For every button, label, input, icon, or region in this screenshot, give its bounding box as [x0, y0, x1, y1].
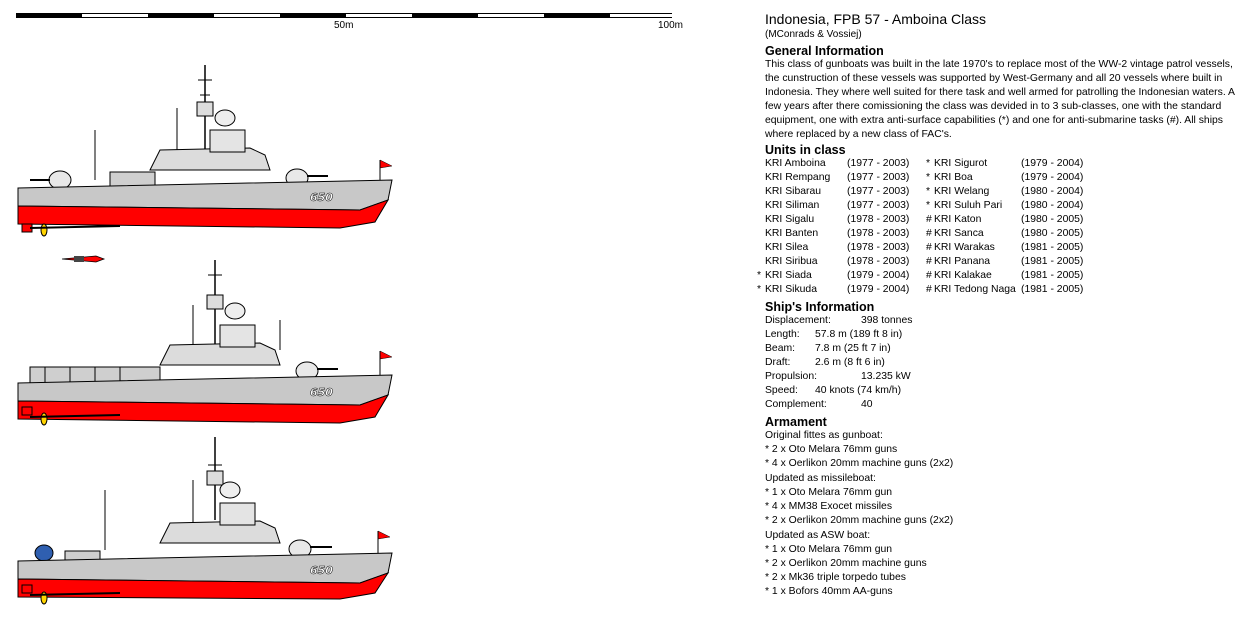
- armament-item: * 1 x Bofors 40mm AA-guns: [765, 586, 893, 597]
- scale-segment: [148, 13, 214, 18]
- unit-years: (1979 - 2004): [1021, 158, 1084, 169]
- unit-name: # KRI Warakas: [926, 242, 995, 253]
- unit-years: (1981 - 2005): [1021, 256, 1084, 267]
- unit-name-text: KRI Sibarau: [765, 186, 822, 197]
- ship-drawing-gunboat: [10, 60, 400, 240]
- scale-segment: [478, 13, 544, 18]
- armament-item: * 2 x Oto Melara 76mm guns: [765, 444, 898, 455]
- spec-label: Beam:: [765, 343, 796, 354]
- unit-years: (1978 - 2003): [847, 242, 910, 253]
- unit-years: (1978 - 2003): [847, 214, 910, 225]
- units-heading: Units in class: [765, 143, 846, 157]
- unit-name-text: KRI Sanca: [934, 228, 984, 239]
- unit-years: (1980 - 2005): [1021, 228, 1084, 239]
- unit-name-text: KRI Sikuda: [765, 284, 817, 295]
- ships-info-heading: Ship's Information: [765, 300, 875, 314]
- spec-label: Displacement:: [765, 315, 831, 326]
- unit-name: # KRI Tedong Naga: [926, 284, 1016, 295]
- unit-years: (1980 - 2004): [1021, 200, 1084, 211]
- unit-name: [765, 199, 847, 213]
- spec-value: 13.235 kW: [861, 371, 911, 382]
- scale-segment: [346, 13, 412, 18]
- spec-value: 2.6 m (8 ft 6 in): [815, 357, 885, 368]
- armament-item: * 2 x Oerlikon 20mm machine guns: [765, 558, 927, 569]
- unit-name-text: KRI Kalakae: [934, 270, 992, 281]
- unit-name-text: KRI Warakas: [934, 242, 995, 253]
- unit-years: (1981 - 2005): [1021, 284, 1084, 295]
- scale-segment: [412, 13, 478, 18]
- credit-line: (MConrads & Vossiej): [765, 29, 862, 40]
- unit-name: [765, 171, 847, 185]
- scale-label-100m: 100m: [658, 20, 684, 31]
- unit-name: [765, 185, 847, 199]
- unit-years: (1979 - 2004): [847, 284, 910, 295]
- unit-name-text: KRI Welang: [934, 186, 990, 197]
- ship-drawing-missileboat: [10, 255, 400, 435]
- general-text: This class of gunboats was built in the late 1970's to replace most of the WW-2 vintage patrol vessels, the cunstruction of these vessels was supported by West-Germany and all 20 vessels where built in Indonesia. They where well suited for there task and well armed for patrolling the Indonesian waters. A few years after there comissioning the class was devided in to 3 sub-classes, one with the standard equipment, one with extra anti-surface capabilities (*) and one for anti-submarine tasks (#). All ships where replaced by a new class of FAC's.: [765, 59, 1235, 140]
- spec-row: [765, 314, 1235, 328]
- spec-row: [765, 342, 1235, 356]
- armament-group-title: Original fittes as gunboat:: [765, 430, 883, 441]
- armament-item: * 4 x Oerlikon 20mm machine guns (2x2): [765, 458, 954, 469]
- hull-number: 650: [310, 564, 333, 577]
- spec-label: Length:: [765, 329, 800, 340]
- armament-item: * 4 x MM38 Exocet missiles: [765, 501, 893, 512]
- units-table: [757, 157, 1235, 297]
- unit-years: (1979 - 2004): [1021, 172, 1084, 183]
- unit-name-text: KRI Sigalu: [765, 214, 815, 225]
- unit-years: (1978 - 2003): [847, 228, 910, 239]
- spec-label: Speed:: [765, 385, 798, 396]
- general-heading: General Information: [765, 44, 884, 58]
- armament-group-title: Updated as missileboat:: [765, 473, 876, 484]
- spec-label: Complement:: [765, 399, 827, 410]
- unit-name: * KRI Siada: [757, 270, 812, 281]
- spec-value: 57.8 m (189 ft 8 in): [815, 329, 903, 340]
- spec-label: Propulsion:: [765, 371, 817, 382]
- unit-name-text: KRI Rempang: [765, 172, 831, 183]
- unit-name-text: KRI Panana: [934, 256, 991, 267]
- unit-name-text: KRI Silea: [765, 242, 809, 253]
- scale-segment: [214, 13, 280, 18]
- unit-name: # KRI Katon: [926, 214, 982, 225]
- armament-group-title: Updated as ASW boat:: [765, 530, 871, 541]
- armament-heading: Armament: [765, 415, 827, 429]
- unit-years: (1981 - 2005): [1021, 270, 1084, 281]
- unit-name: * KRI Sigurot: [926, 158, 988, 169]
- unit-years: (1981 - 2005): [1021, 242, 1084, 253]
- scale-segment: [82, 13, 148, 18]
- unit-name-text: KRI Tedong Naga: [934, 284, 1016, 295]
- specs-list: [765, 314, 1235, 412]
- spec-value: 40: [861, 399, 873, 410]
- unit-years: (1977 - 2003): [847, 172, 910, 183]
- hull-number: 650: [310, 386, 333, 399]
- unit-name: [765, 213, 847, 227]
- unit-years: (1977 - 2003): [847, 186, 910, 197]
- unit-name: [765, 157, 847, 171]
- ship-drawing-asw-boat: [10, 435, 400, 615]
- unit-name-text: KRI Siliman: [765, 200, 820, 211]
- spec-value: 7.8 m (25 ft 7 in): [815, 343, 891, 354]
- spec-row: [765, 356, 1235, 370]
- armament-item: * 2 x Oerlikon 20mm machine guns (2x2): [765, 515, 954, 526]
- spec-row: [765, 328, 1235, 342]
- spec-row: [765, 398, 1235, 412]
- unit-years: (1978 - 2003): [847, 256, 910, 267]
- unit-name-text: KRI Siribua: [765, 256, 818, 267]
- spec-label: Draft:: [765, 357, 791, 368]
- unit-name-text: KRI Boa: [934, 172, 973, 183]
- armament-item: * 1 x Oto Melara 76mm gun: [765, 487, 893, 498]
- spec-value: 398 tonnes: [861, 315, 913, 326]
- unit-name: [765, 255, 847, 269]
- scale-segment: [610, 13, 672, 18]
- scale-segment: [280, 13, 346, 18]
- unit-name-text: KRI Amboina: [765, 158, 826, 169]
- unit-years: (1980 - 2005): [1021, 214, 1084, 225]
- scale-label-50m: 50m: [334, 20, 354, 31]
- unit-name-text: KRI Banten: [765, 228, 819, 239]
- unit-name: * KRI Boa: [926, 172, 973, 183]
- spec-row: [765, 370, 1235, 384]
- unit-years: (1977 - 2003): [847, 200, 910, 211]
- unit-name: # KRI Panana: [926, 256, 991, 267]
- unit-name-text: KRI Siada: [765, 270, 812, 281]
- spec-value: 40 knots (74 km/h): [815, 385, 902, 396]
- unit-years: (1977 - 2003): [847, 158, 910, 169]
- spec-row: [765, 384, 1235, 398]
- unit-name: [765, 227, 847, 241]
- scale-segment: [544, 13, 610, 18]
- hull-number: 650: [310, 191, 333, 204]
- scale-segment: [16, 13, 82, 18]
- armament-item: * 2 x Mk36 triple torpedo tubes: [765, 572, 906, 583]
- unit-years: (1979 - 2004): [847, 270, 910, 281]
- unit-name-text: KRI Suluh Pari: [934, 200, 1003, 211]
- unit-name: * KRI Suluh Pari: [926, 200, 1003, 211]
- unit-name-text: KRI Katon: [934, 214, 982, 225]
- armament-list: [765, 429, 1235, 599]
- unit-name-text: KRI Sigurot: [934, 158, 988, 169]
- scale-bar: [16, 13, 684, 33]
- armament-item: * 1 x Oto Melara 76mm gun: [765, 544, 893, 555]
- info-panel: [757, 10, 1235, 599]
- page-title: Indonesia, FPB 57 - Amboina Class: [765, 11, 987, 27]
- unit-name: # KRI Kalakae: [926, 270, 992, 281]
- unit-name: * KRI Welang: [926, 186, 990, 197]
- unit-name: [765, 241, 847, 255]
- unit-years: (1980 - 2004): [1021, 186, 1084, 197]
- unit-name: * KRI Sikuda: [757, 284, 817, 295]
- unit-name: # KRI Sanca: [926, 228, 984, 239]
